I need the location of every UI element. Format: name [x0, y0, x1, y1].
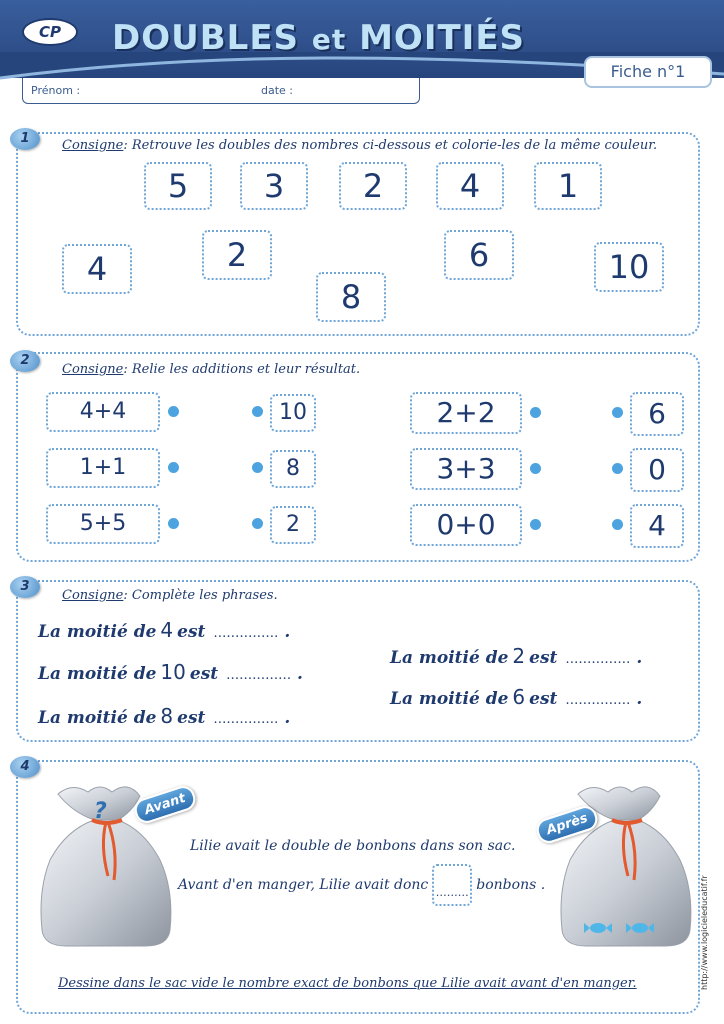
half-sentence [38, 660, 303, 684]
sentence-suffix: est [177, 708, 206, 728]
answer-blank[interactable]: …………… [213, 712, 279, 727]
story-line-2-start: Avant d'en manger, Lilie avait donc [178, 877, 429, 893]
sentence-prefix: La moitié de [390, 689, 509, 709]
result-box: 2 [270, 506, 316, 544]
result-box: 4 [630, 504, 684, 548]
addition-box: 5+5 [46, 504, 160, 544]
connection-dot[interactable] [252, 518, 263, 529]
candy-bag-after [556, 780, 696, 950]
prenom-label: Prénom : [31, 84, 81, 97]
section-2-number: 2 [10, 350, 40, 372]
sentence-number: 4 [160, 618, 174, 642]
sentence-number: 10 [160, 660, 186, 684]
number-box[interactable]: 6 [444, 230, 514, 280]
consigne-label: Consigne [62, 138, 124, 153]
title-et: et [311, 23, 347, 56]
question-mark: ? [94, 799, 107, 824]
number-box[interactable]: 1 [534, 162, 602, 210]
date-label: date : [261, 84, 294, 97]
half-sentence [38, 618, 290, 642]
number-box[interactable]: 2 [202, 230, 272, 280]
number-box[interactable]: 2 [339, 162, 407, 210]
sentence-suffix: est [529, 648, 558, 668]
section-2-consigne [62, 362, 360, 377]
story-line-2 [178, 864, 545, 906]
level-badge: CP [22, 18, 78, 46]
story-line-1: Lilie avait le double de bonbons dans son sac. [190, 838, 516, 854]
sentence-end: . [636, 689, 643, 709]
result-box: 8 [270, 450, 316, 488]
connection-dot[interactable] [612, 519, 623, 530]
name-date-box[interactable] [22, 78, 420, 104]
connection-dot[interactable] [530, 519, 541, 530]
sentence-prefix: La moitié de [390, 648, 509, 668]
answer-blank[interactable]: …………… [213, 626, 279, 641]
connection-dot[interactable] [252, 462, 263, 473]
tag-after: Après [534, 803, 601, 846]
sentence-suffix: est [177, 622, 206, 642]
number-box[interactable]: 10 [594, 242, 664, 292]
half-sentence [390, 644, 642, 668]
sentence-prefix: La moitié de [38, 708, 157, 728]
result-box: 10 [270, 394, 316, 432]
addition-box: 2+2 [410, 392, 522, 434]
addition-box: 3+3 [410, 448, 522, 490]
connection-dot[interactable] [168, 518, 179, 529]
sentence-end: . [284, 708, 291, 728]
sentence-number: 8 [160, 704, 174, 728]
answer-box[interactable]: ……… [432, 864, 472, 906]
fiche-number: Fiche n°1 [584, 56, 712, 88]
addition-box: 1+1 [46, 448, 160, 488]
answer-blank[interactable]: …………… [565, 693, 631, 708]
title-doubles: DOUBLES [112, 18, 300, 58]
sentence-number: 2 [512, 644, 526, 668]
page-title [112, 18, 525, 58]
number-box[interactable]: 8 [316, 272, 386, 322]
sentence-number: 6 [512, 685, 526, 709]
result-box: 0 [630, 448, 684, 492]
number-box[interactable]: 4 [436, 162, 504, 210]
tag-before: Avant [132, 783, 199, 826]
number-box[interactable]: 4 [62, 244, 132, 294]
sentence-end: . [297, 664, 303, 684]
half-sentence [38, 704, 290, 728]
consigne-label: Consigne [62, 362, 124, 377]
website-url: http://www.logicieleducatif.fr [700, 875, 709, 990]
section-4-number: 4 [10, 756, 40, 778]
section-3-consigne [62, 588, 278, 603]
title-moities: MOITIÉS [359, 18, 526, 58]
connection-dot[interactable] [612, 407, 623, 418]
number-box[interactable]: 3 [240, 162, 308, 210]
connection-dot[interactable] [612, 463, 623, 474]
consigne-text: : Relie les additions et leur résultat. [123, 362, 361, 377]
section-3-number: 3 [10, 576, 40, 598]
connection-dot[interactable] [168, 406, 179, 417]
consigne-text: : Retrouve les doubles des nombres ci-dessous et colorie-les de la même couleur. [123, 138, 658, 153]
sentence-prefix: La moitié de [38, 622, 157, 642]
connection-dot[interactable] [168, 462, 179, 473]
consigne-text: : Complète les phrases. [123, 588, 278, 603]
consigne-label: Consigne [62, 588, 124, 603]
sentence-suffix: est [189, 664, 219, 684]
section-1-consigne [62, 138, 657, 153]
sentence-prefix: La moitié de [38, 664, 157, 684]
story-line-2-end: bonbons . [476, 877, 546, 893]
addition-box: 0+0 [410, 504, 522, 546]
result-box: 6 [630, 392, 684, 436]
sentence-end: . [636, 648, 643, 668]
addition-box: 4+4 [46, 392, 160, 432]
half-sentence [390, 685, 642, 709]
connection-dot[interactable] [252, 406, 263, 417]
answer-blank[interactable]: …………… [226, 668, 292, 683]
answer-blank[interactable]: …………… [565, 652, 631, 667]
connection-dot[interactable] [530, 463, 541, 474]
number-box[interactable]: 5 [144, 162, 212, 210]
sentence-end: . [284, 622, 291, 642]
connection-dot[interactable] [530, 407, 541, 418]
sentence-suffix: est [529, 689, 558, 709]
drawing-instruction: Dessine dans le sac vide le nombre exact de bonbons que Lilie avait avant d'en manger. [58, 976, 637, 991]
section-1-number: 1 [10, 128, 40, 150]
